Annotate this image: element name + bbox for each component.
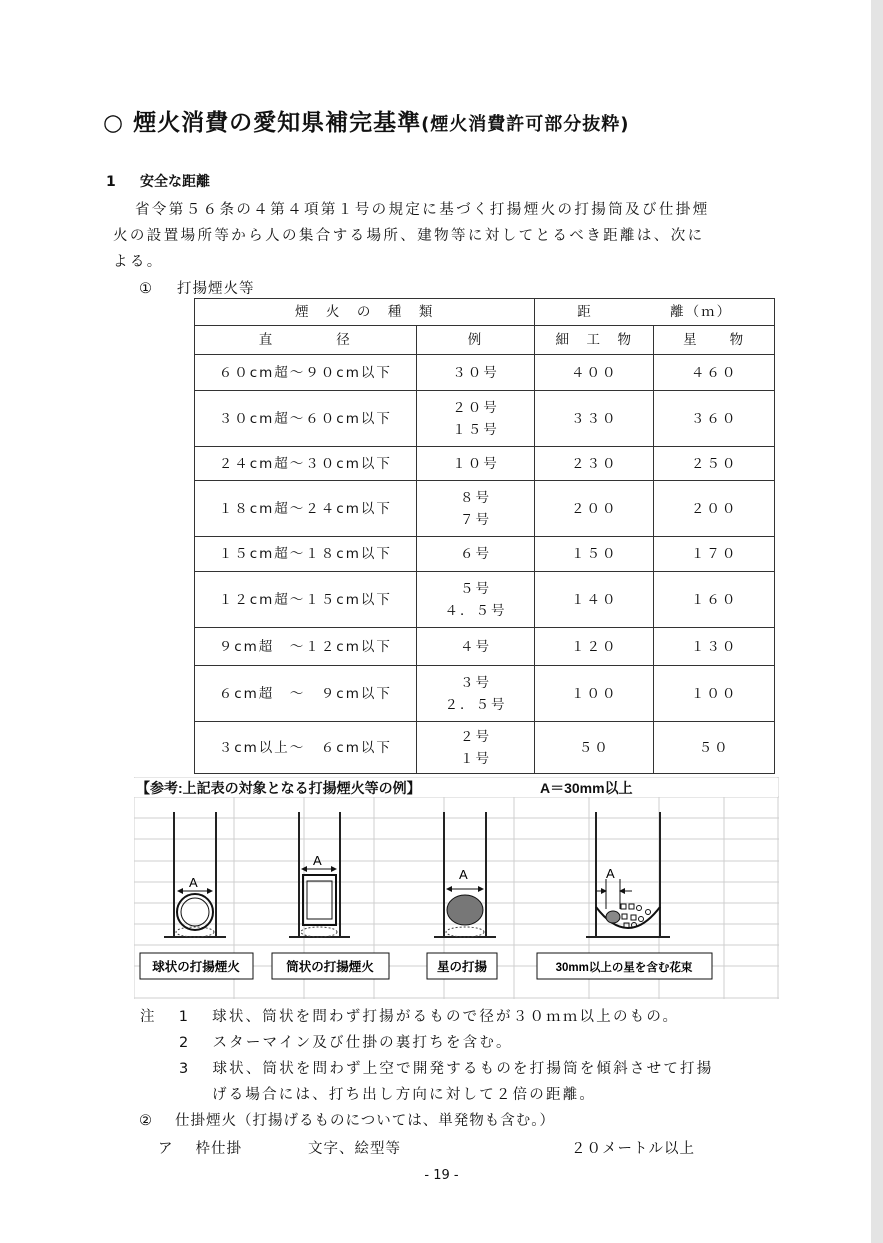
star-shell-diagram: [434, 812, 496, 937]
cell-hoshi-distance: ３６０: [654, 391, 775, 447]
distance-table: [194, 298, 775, 774]
example-line-2: ４．５号: [444, 602, 507, 619]
example-line-1: ４号: [459, 638, 491, 655]
item-a-distance: ２０メートル以上: [571, 1141, 695, 1157]
note-3: [179, 1057, 713, 1078]
cell-saiku-distance: ２００: [535, 481, 654, 537]
section-heading: [106, 171, 210, 191]
example-line-1: ６号: [459, 546, 491, 562]
page-edge: [871, 0, 883, 1243]
a-label-3: A: [459, 867, 468, 882]
cell-hoshi-distance: １３０: [654, 628, 775, 666]
reference-figure: [134, 777, 779, 999]
title-main: ○ 煙火消費の愛知県補完基準: [103, 110, 422, 136]
cell-saiku-distance: ４００: [535, 355, 654, 391]
section-number: 1: [106, 174, 116, 190]
note-3-line-1: 球状、筒状を問わず上空で開発するものを打揚筒を傾斜させて打揚: [212, 1061, 714, 1077]
cell-hoshi-distance: ２５０: [654, 447, 775, 481]
cell-example: [416, 628, 535, 666]
page-title: [103, 104, 630, 137]
header-saiku: 細 工 物: [535, 326, 654, 355]
table-row: [195, 481, 775, 537]
cylindrical-shell-diagram: [289, 812, 350, 937]
subsection-2-label: 仕掛煙火（打揚げるものについては、単発物も含む。）: [175, 1113, 555, 1129]
note-2-text: スターマイン及び仕掛の裏打ちを含む。: [212, 1035, 513, 1051]
cell-diameter: １５cm超～１８cm以下: [195, 537, 417, 572]
cell-hoshi-distance: ５０: [654, 722, 775, 774]
item-a: [158, 1137, 242, 1158]
intro-line-2: 火の設置場所等から人の集合する場所、建物等に対してとるべき距離は、次に: [113, 228, 705, 244]
example-line-2: ７号: [459, 511, 491, 528]
example-line-2: １号: [459, 750, 491, 767]
intro-line-1: 省令第５６条の４第４項第１号の規定に基づく打揚煙火の打揚筒及び仕掛煙: [135, 202, 710, 218]
note-2: [179, 1031, 513, 1052]
bouquet-diagram: [586, 812, 670, 937]
cell-example: [416, 481, 535, 537]
subsection-1-label: 打揚煙火等: [177, 281, 255, 297]
header-example: 例: [416, 326, 535, 355]
header-hoshi: 星 物: [654, 326, 775, 355]
cell-hoshi-distance: ２００: [654, 481, 775, 537]
label-cylindrical: 筒状の打揚煙火: [286, 960, 374, 974]
table-row: [195, 355, 775, 391]
example-line-1: ２０号: [452, 399, 499, 416]
table-row: [195, 628, 775, 666]
table-row: [195, 572, 775, 628]
cell-diameter: ６cm超 ～ ９cm以下: [195, 666, 417, 722]
label-spherical: 球状の打揚煙火: [152, 960, 240, 974]
note-1-number: 1: [178, 1009, 191, 1025]
example-line-2: ２．５号: [444, 696, 507, 713]
cell-saiku-distance: ３３０: [535, 391, 654, 447]
cell-diameter: １８cm超～２４cm以下: [195, 481, 417, 537]
table-row: [195, 447, 775, 481]
a-label-4: A: [606, 866, 615, 881]
header-firework-type: 煙 火 の 種 類: [195, 299, 535, 326]
cell-saiku-distance: ５０: [535, 722, 654, 774]
cell-diameter: ６０cm超～９０cm以下: [195, 355, 417, 391]
cell-hoshi-distance: ４６０: [654, 355, 775, 391]
cell-saiku-distance: １２０: [535, 628, 654, 666]
example-line-1: ２号: [459, 728, 491, 745]
cell-diameter: １２cm超～１５cm以下: [195, 572, 417, 628]
example-line-1: ５号: [459, 580, 491, 597]
label-bouquet: 30mm以上の星を含む花束: [555, 962, 693, 974]
cell-example: [416, 447, 535, 481]
cell-example: [416, 391, 535, 447]
item-a-desc: 文字、絵型等: [308, 1141, 401, 1157]
subsection-1-heading: [139, 277, 255, 298]
title-sub: (煙火消費許可部分抜粋): [421, 114, 630, 135]
cell-hoshi-distance: １７０: [654, 537, 775, 572]
cell-diameter: ３０cm超～６０cm以下: [195, 391, 417, 447]
note-3-number: 3: [179, 1061, 191, 1077]
note-1: [140, 1005, 679, 1026]
table-subheader-row: [195, 326, 775, 355]
cell-example: [416, 572, 535, 628]
cell-saiku-distance: ２３０: [535, 447, 654, 481]
subsection-2-mark: ②: [139, 1113, 153, 1129]
cell-saiku-distance: １００: [535, 666, 654, 722]
table-header-row: [195, 299, 775, 326]
cell-example: [416, 355, 535, 391]
note-3-line-2: げる場合には、打ち出し方向に対して２倍の距離。: [212, 1087, 597, 1103]
cell-diameter: ２４cm超～３０cm以下: [195, 447, 417, 481]
cell-diameter: ９cm超 ～１２cm以下: [195, 628, 417, 666]
subsection-1-mark: ①: [139, 281, 153, 297]
intro-line-3: よる。: [113, 254, 164, 270]
cell-hoshi-distance: １００: [654, 666, 775, 722]
table-row: [195, 722, 775, 774]
a-label-2: A: [313, 853, 322, 868]
cell-saiku-distance: １４０: [535, 572, 654, 628]
note-2-number: 2: [179, 1035, 191, 1051]
example-line-2: １５号: [452, 421, 499, 438]
item-a-mark: ア: [158, 1141, 174, 1157]
cell-example: [416, 537, 535, 572]
spherical-shell-diagram: [164, 812, 226, 937]
table-row: [195, 537, 775, 572]
cell-example: [416, 666, 535, 722]
example-line-1: ３号: [459, 674, 491, 691]
table-row: [195, 391, 775, 447]
header-distance: 距 離（ｍ）: [535, 299, 775, 326]
subsection-2-heading: [139, 1109, 555, 1130]
note-1-text: 球状、筒状を問わず打揚がるもので径が３０ｍｍ以上のもの。: [212, 1009, 680, 1025]
cell-diameter: ３cm以上～ ６cm以下: [195, 722, 417, 774]
cell-example: [416, 722, 535, 774]
example-line-1: １０号: [452, 455, 499, 472]
example-line-1: ３０号: [452, 364, 499, 381]
cell-hoshi-distance: １６０: [654, 572, 775, 628]
intro-paragraph: [113, 197, 778, 275]
section-label: 安全な距離: [140, 174, 210, 190]
example-line-1: ８号: [459, 489, 491, 506]
note-mark: 注: [140, 1009, 157, 1025]
page-number: - 19 -: [424, 1168, 459, 1183]
label-star: 星の打揚: [436, 960, 488, 974]
figure-heading: 【参考:上記表の対象となる打揚煙火等の例】: [136, 780, 421, 796]
cell-saiku-distance: １５０: [535, 537, 654, 572]
a-label-1: A: [189, 875, 198, 890]
header-diameter: 直 径: [195, 326, 417, 355]
item-a-name: 枠仕掛: [195, 1141, 242, 1157]
table-row: [195, 666, 775, 722]
figure-a-note: A＝30mm以上: [540, 780, 633, 796]
